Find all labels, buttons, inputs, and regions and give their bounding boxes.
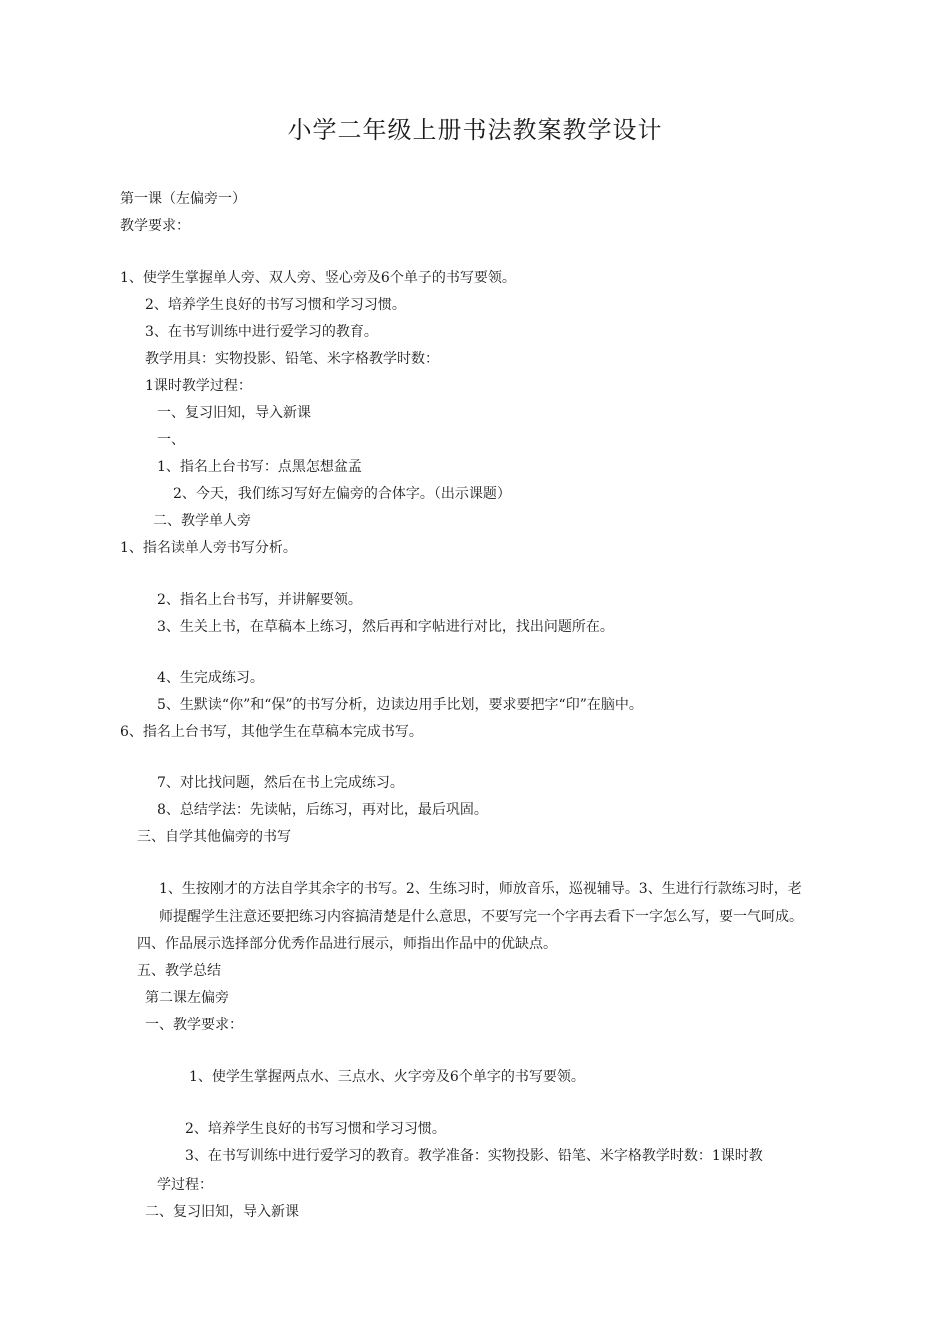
text-line: 1课时教学过程： [145,378,252,394]
text-line: 6、指名上台书写，其他学生在草稿本完成书写。 [120,724,423,740]
text-line: 一、教学要求： [145,1017,243,1033]
text-line: 学过程： [157,1177,213,1193]
text-line: 3、在书写训练中进行爱学习的教育。教学准备：实物投影、铅笔、米字格教学时数：1课时教 [185,1148,763,1164]
text-line: 1、生按刚才的方法自学其余字的书写。2、生练习时，师放音乐，巡视辅导。3、生进行行款练习时，老 [159,881,802,897]
text-line: 教学要求： [120,218,190,234]
text-line: 2、指名上台书写，并讲解要领。 [157,592,362,608]
text-line: 一、 [157,432,185,448]
text-line: 三、自学其他偏旁的书写 [137,829,291,845]
text-line: 第二课左偏旁 [145,990,229,1006]
text-line: 一、复习旧知，导入新课 [157,405,311,421]
text-line: 二、复习旧知，导入新课 [145,1204,299,1220]
text-line: 4、生完成练习。 [157,670,264,686]
text-line: 8、总结学法：先读帖，后练习，再对比，最后巩固。 [157,802,488,818]
text-line: 1、使学生掌握单人旁、双人旁、竖心旁及6个单子的书写要领。 [120,270,516,286]
text-line: 1、使学生掌握两点水、三点水、火字旁及6个单字的书写要领。 [189,1069,585,1085]
text-line: 5、生默读“你”和“保”的书写分析，边读边用手比划，要求要把字“印”在脑中。 [157,697,643,713]
text-line: 2、培养学生良好的书写习惯和学习习惯。 [145,297,406,313]
text-line: 第一课（左偏旁一） [120,191,246,207]
text-line: 四、作品展示选择部分优秀作品进行展示，师指出作品中的优缺点。 [137,936,557,952]
text-line: 2、今天，我们练习写好左偏旁的合体字。（出示课题） [173,486,511,502]
text-line: 3、生关上书，在草稿本上练习，然后再和字帖进行对比，找出问题所在。 [157,619,614,635]
text-line: 1、指名上台书写：点黑怎想盆孟 [157,459,362,475]
text-line: 1、指名读单人旁书写分析。 [120,540,297,556]
text-line: 7、对比找问题，然后在书上完成练习。 [157,775,404,791]
text-line: 2、培养学生良好的书写习惯和学习习惯。 [185,1121,446,1137]
text-line: 五、教学总结 [137,963,221,979]
text-line: 3、在书写训练中进行爱学习的教育。 [145,324,378,340]
text-line: 二、教学单人旁 [153,513,251,529]
text-line: 教学用具：实物投影、铅笔、米字格教学时数： [145,351,439,367]
document-title: 小学二年级上册书法教案教学设计 [287,116,663,144]
text-line: 师提醒学生注意还要把练习内容搞清楚是什么意思，不要写完一个字再去看下一字怎么写，要一气呵成。 [159,909,803,925]
